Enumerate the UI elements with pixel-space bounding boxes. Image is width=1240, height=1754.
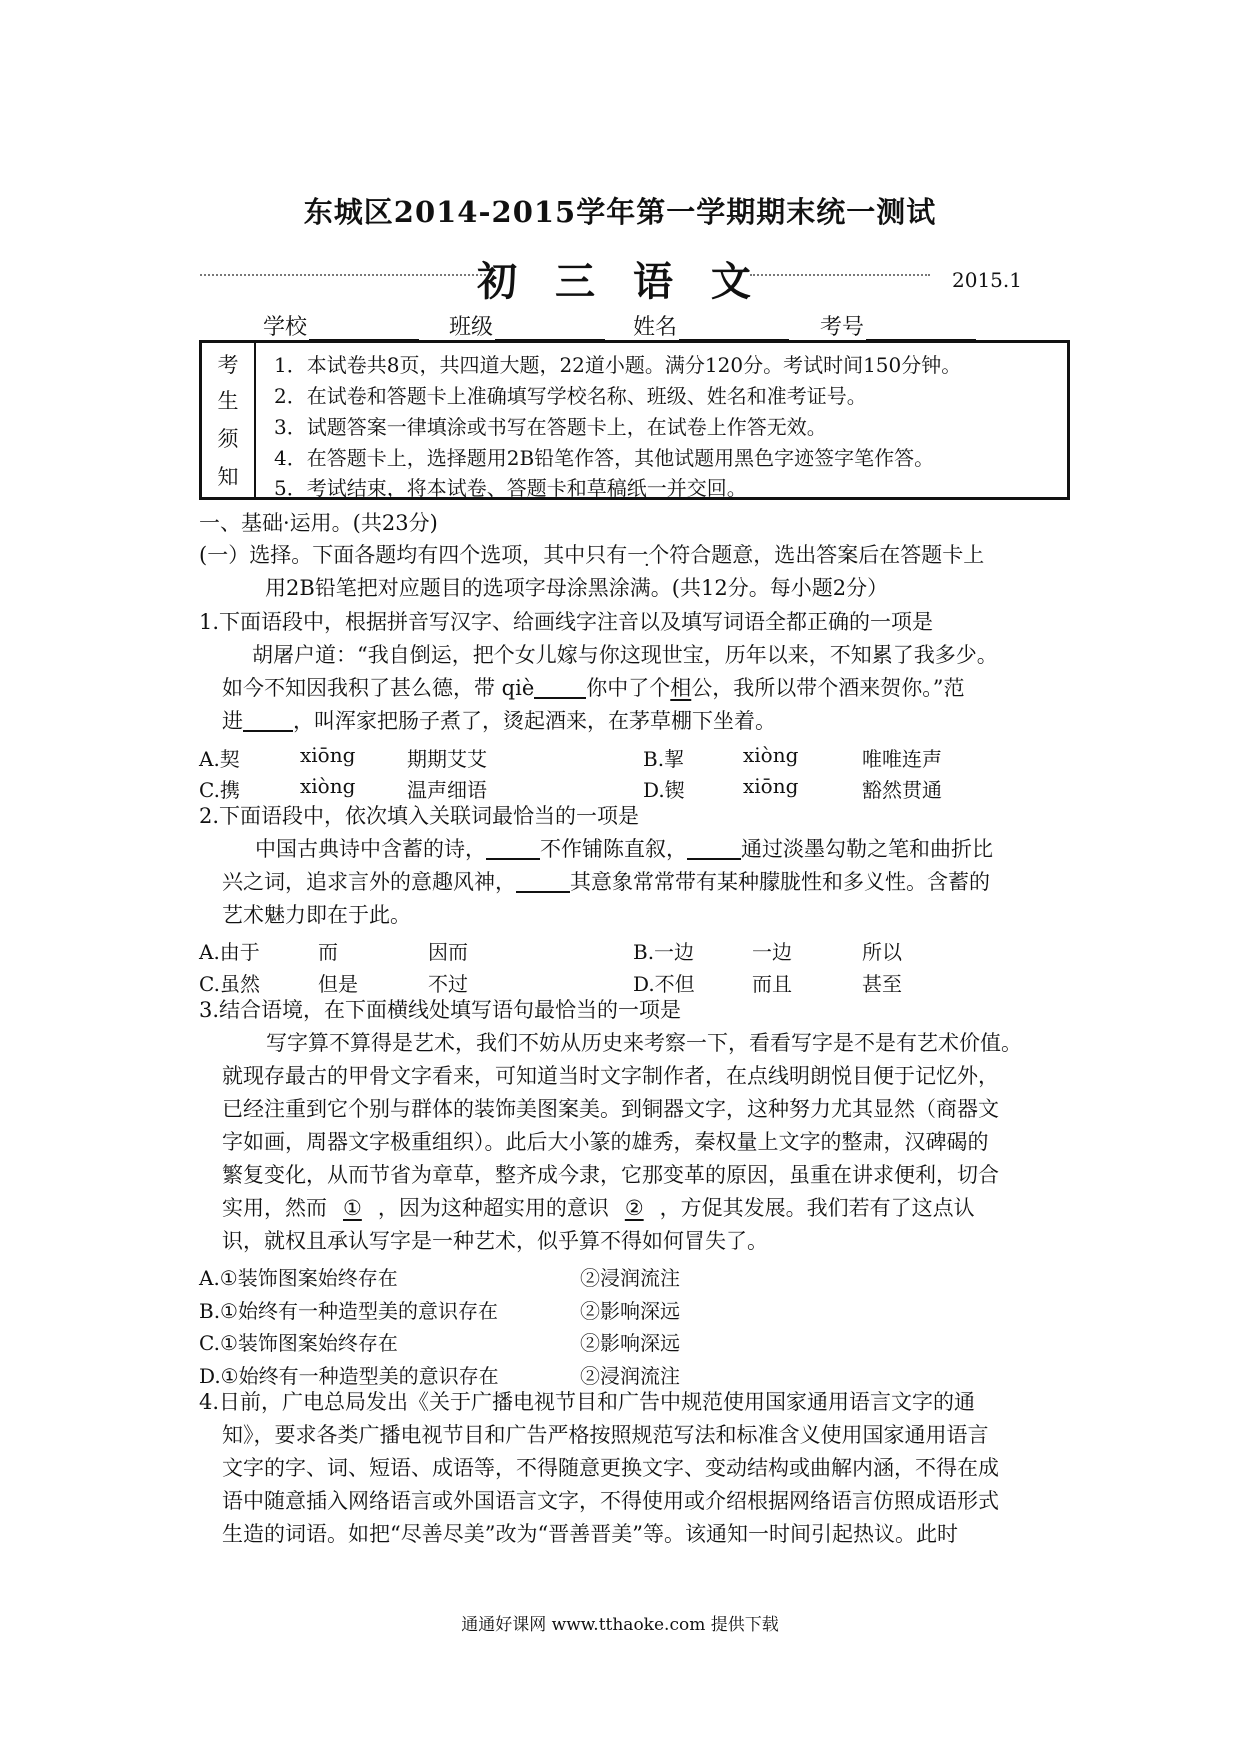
subject-title: 初 三 语 文: [477, 258, 763, 305]
name-field: [633, 310, 789, 341]
class-label: 班级: [449, 315, 494, 340]
question-4-passage: 文字的字、词、短语、成语等，不得随意更换文字、变动结构或曲解内涵，不得在成: [222, 1456, 999, 1480]
option-b-word: 所以: [862, 940, 902, 964]
question-4-passage: 生造的词语。如把“尽善尽美”改为“晋善晋美”等。该通知一时间引起热议。此时: [222, 1522, 958, 1546]
question-4-passage: 语中随意插入网络语言或外国语言文字，不得使用或介绍根据网络语言仿照成语形式: [222, 1489, 999, 1513]
option-b-word: 一边: [752, 940, 792, 964]
option-a-second: ②浸润流注: [580, 1266, 680, 1290]
question-3-stem: 3.结合语境，在下面横线处填写语句最恰当的一项是: [199, 998, 682, 1022]
answer-blank: [243, 712, 293, 732]
answer-blank: [516, 873, 570, 893]
option-c: C.①装饰图案始终存在: [199, 1331, 398, 1355]
option-c: C.虽然: [199, 972, 260, 996]
option-a: A.①装饰图案始终存在: [199, 1266, 398, 1290]
notice-head-char: 生: [217, 389, 239, 413]
question-2-passage: 艺术魅力即在于此。: [222, 903, 411, 927]
question-3-passage: 繁复变化，从而节省为章草，整齐成今隶，它那变革的原因，虽重在讲求便利，切合: [222, 1163, 999, 1187]
question-2-stem: 2.下面语段中，依次填入关联词最恰当的一项是: [199, 804, 640, 828]
question-1-stem: 1.下面语段中，根据拼音写汉字、给画线字注音以及填写词语全都正确的一项是: [199, 610, 934, 634]
notice-item: 4．在答题卡上，选择题用2B铅笔作答，其他试题用黑色字迹签字笔作答。: [274, 446, 935, 470]
option-a-letter: A.契: [199, 747, 240, 771]
option-d: D.①始终有一种造型美的意识存在: [199, 1364, 499, 1388]
exam-no-label: 考号: [820, 315, 865, 340]
option-b: B.一边: [633, 940, 695, 964]
school-blank: [309, 321, 419, 341]
question-3-passage: 识，就权且承认写字是一种艺术，似乎算不得如何冒失了。: [222, 1229, 768, 1253]
answer-blank: [534, 679, 586, 699]
option-c-word: 温声细语: [407, 778, 487, 802]
option-d-pinyin: xiōng: [743, 774, 799, 798]
name-label: 姓名: [633, 315, 678, 340]
footer-credit: 通通好课网 www.tthaoke.com 提供下载: [461, 1615, 779, 1635]
answer-blank: [687, 840, 741, 860]
option-b-letter: B.挈: [643, 747, 685, 771]
option-d-word: 豁然贯通: [862, 778, 942, 802]
question-3-passage: 写字算不算得是艺术，我们不妨从历史来考察一下，看看写字是不是有艺术价值。: [266, 1031, 1022, 1055]
option-d-letter: D.锲: [643, 778, 685, 802]
exam-date: 2015.1: [952, 268, 1022, 292]
question-3-passage: 实用，然而 ① ，因为这种超实用的意识 ② ，方促其发展。我们若有了这点认: [222, 1196, 975, 1220]
name-blank: [679, 321, 789, 341]
option-a-word: 而: [318, 940, 338, 964]
answer-blank: [486, 840, 540, 860]
school-field: [263, 310, 419, 341]
option-c-word: 不过: [428, 972, 468, 996]
question-2-passage: 兴之词，追求言外的意趣风神， 其意象常常带有某种朦胧性和多义性。含蓄的: [222, 870, 990, 894]
option-c-letter: C.携: [199, 778, 240, 802]
option-b: B.①始终有一种造型美的意识存在: [199, 1299, 498, 1323]
section-instructions: (一）选择。下面各题均有四个选项，其中只有一个符合题意，选出答案后在答题卡上: [199, 543, 985, 567]
notice-head-char: 知: [217, 465, 239, 489]
option-b-pinyin: xiòng: [743, 743, 799, 767]
question-3-passage: 已经注重到它个别与群体的装饰美图案美。到铜器文字，这种努力尤其显然（商器文: [222, 1097, 999, 1121]
notice-item: 1．本试卷共8页，共四道大题，22道小题。满分120分。考试时间150分钟。: [274, 353, 962, 377]
question-3-passage: 字如画，周器文字极重组织）。此后大小篆的雄秀，秦权量上文字的整肃，汉碑碣的: [222, 1130, 989, 1154]
option-a-word: 因而: [428, 940, 468, 964]
underlined-char: 相: [670, 676, 692, 700]
option-d-word: 甚至: [862, 972, 902, 996]
option-c-pinyin: xiòng: [300, 774, 356, 798]
class-field: [449, 310, 605, 341]
option-d-second: ②浸润流注: [580, 1364, 680, 1388]
numbered-blank: ①: [343, 1196, 362, 1220]
option-b-second: ②影响深远: [580, 1299, 680, 1323]
question-1-passage: 胡屠户道：“我自倒运，把个女儿嫁与你这现世宝，历年以来，不知累了我多少。: [252, 643, 998, 667]
page-title: 东城区2014-2015学年第一学期期末统一测试: [303, 195, 937, 229]
question-4-passage: 知》，要求各类广播电视节目和广告严格按照规范写法和标准含义使用国家通用语言: [222, 1423, 989, 1447]
section-instructions-line2: 用2B铅笔把对应题目的选项字母涂黑涂满。(共12分。每小题2分）: [265, 576, 889, 600]
option-d: D.不但: [633, 972, 695, 996]
option-d-word: 而且: [752, 972, 792, 996]
option-a-pinyin: xiōng: [300, 743, 356, 767]
exam-no-blank: [866, 321, 976, 341]
notice-item: 5．考试结束，将本试卷、答题卡和草稿纸一并交回。: [274, 476, 747, 500]
option-c-second: ②影响深远: [580, 1331, 680, 1355]
question-3-passage: 就现存最古的甲骨文字看来，可知道当时文字制作者，在点线明朗悦目便于记忆外，: [222, 1064, 999, 1088]
option-c-word: 但是: [318, 972, 358, 996]
notice-item: 2．在试卷和答题卡上准确填写学校名称、班级、姓名和准考证号。: [274, 384, 867, 408]
section-heading: 一、基础·运用。(共23分): [199, 511, 438, 535]
question-4-stem: 4.日前，广电总局发出《关于广播电视节目和广告中规范使用国家通用语言文字的通: [199, 1390, 976, 1414]
school-label: 学校: [263, 315, 308, 340]
notice-heading: [202, 343, 256, 497]
option-a: A.由于: [199, 940, 260, 964]
notice-head-char: 须: [217, 427, 239, 451]
question-2-passage: 中国古典诗中含蓄的诗， 不作铺陈直叙， 通过淡墨勾勒之笔和曲折比: [255, 837, 993, 861]
option-b-word: 唯唯连声: [862, 747, 942, 771]
dotted-divider-right: [750, 274, 930, 276]
exam-notice-box: [199, 340, 1070, 500]
notice-item: 3．试题答案一律填涂或书写在答题卡上，在试卷上作答无效。: [274, 415, 827, 439]
question-1-passage: 进 ，叫浑家把肠子煮了，烫起酒来，在茅草棚下坐着。: [222, 709, 776, 733]
numbered-blank: ②: [624, 1196, 644, 1220]
question-1-passage: 如今不知因我积了甚么德，带 qiè 你中了个相公，我所以带个酒来贺你。”范: [222, 676, 965, 700]
emphasis-text: 一个: [627, 543, 670, 567]
class-blank: [495, 321, 605, 341]
exam-no-field: [820, 310, 976, 341]
notice-head-char: 考: [217, 353, 239, 377]
option-a-word: 期期艾艾: [407, 747, 487, 771]
